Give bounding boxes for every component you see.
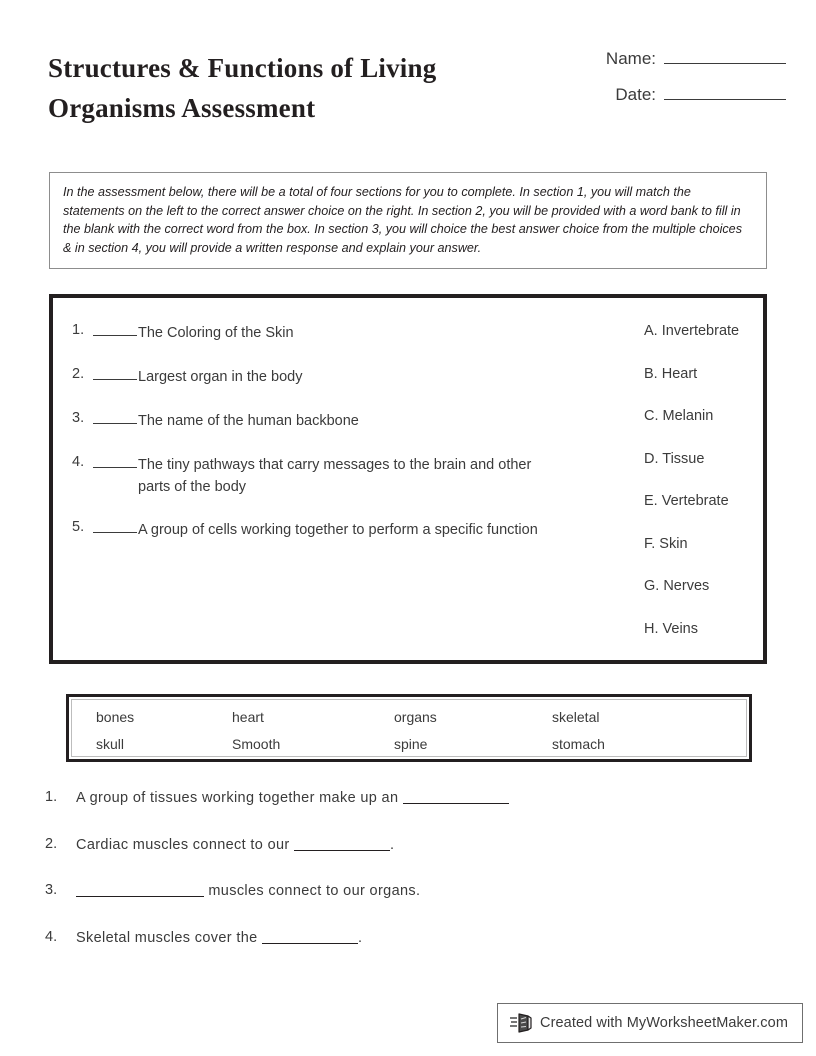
footer-badge[interactable] (497, 1003, 803, 1043)
matching-item-text: The name of the human backbone (138, 413, 359, 429)
matching-answer-blank[interactable] (93, 378, 137, 380)
matching-item-number: 3. (72, 410, 85, 426)
name-input-line[interactable] (664, 46, 786, 64)
matching-answer-blank[interactable] (93, 422, 137, 424)
word-bank (66, 694, 752, 762)
word-bank-word[interactable]: spine (394, 736, 428, 752)
matching-item (72, 454, 542, 498)
fill-in-blank-section (45, 789, 745, 975)
fill-in-blank-item (45, 789, 745, 836)
date-label: Date: (615, 85, 656, 104)
fill-in-blank-item (45, 882, 745, 929)
answer-choice-c[interactable]: C. Melanin (644, 408, 714, 424)
word-bank-row (70, 734, 748, 761)
fill-in-blank-text-after: . (389, 836, 395, 853)
fill-in-blank-number: 4. (45, 928, 58, 945)
word-bank-word[interactable]: skeletal (552, 709, 600, 725)
word-bank-word[interactable]: bones (96, 709, 135, 725)
page-title: Structures & Functions of Living Organisms Assessment (48, 53, 437, 123)
fill-in-blank-body (76, 929, 362, 946)
page-header (0, 0, 816, 150)
name-label: Name: (605, 49, 656, 68)
fill-in-blank-number: 2. (45, 835, 58, 852)
myworksheetmaker-logo-icon (510, 1012, 534, 1034)
matching-answer-blank[interactable] (93, 531, 137, 533)
fill-in-blank-input[interactable] (76, 882, 204, 897)
matching-item-number: 5. (72, 519, 85, 535)
word-bank-row (70, 707, 748, 734)
answer-choice-f[interactable]: F. Skin (644, 535, 688, 552)
matching-item-number: 1. (72, 322, 85, 338)
fill-in-blank-item (45, 836, 745, 883)
fill-in-blank-body (76, 789, 509, 806)
footer-badge-text: Created with MyWorksheetMaker.com (540, 1015, 789, 1031)
answer-choice-h[interactable]: H. Veins (644, 620, 698, 637)
matching-statements-list (72, 322, 542, 563)
matching-item-text: The tiny pathways that carry messages to the brain and other parts of the body (138, 457, 532, 495)
word-bank-word[interactable]: organs (394, 709, 437, 725)
date-input-line[interactable] (664, 82, 786, 100)
matching-item (72, 410, 542, 433)
fill-in-blank-body (76, 836, 394, 853)
matching-answer-blank[interactable] (93, 334, 137, 336)
word-bank-word[interactable]: skull (96, 736, 125, 752)
fill-in-blank-text-before: Cardiac muscles connect to our (76, 836, 294, 853)
instructions-text: In the assessment below, there will be a total of four sections for you to complete. In section 1, you will match the statements on the left to the correct answer choice on the right. In section 2, you will be provided with a word bank to fill in the blank with the correct word from the box. In section 3, you will choice the best answer choice from the multiple choices & in section 4, you will provide a written response and explain your answer. (63, 185, 742, 255)
fill-in-blank-text-before: Skeletal muscles cover the (76, 929, 262, 946)
name-row (566, 46, 786, 82)
fill-in-blank-number: 1. (45, 789, 58, 805)
answer-choice-b[interactable]: B. Heart (644, 365, 698, 382)
matching-item-number: 2. (72, 366, 85, 382)
name-date-block (566, 46, 786, 118)
matching-answer-choices (644, 322, 764, 662)
matching-item (72, 519, 542, 542)
matching-item (72, 366, 542, 389)
fill-in-blank-input[interactable] (403, 789, 509, 804)
word-bank-word[interactable]: stomach (552, 736, 605, 752)
matching-item-number: 4. (72, 454, 85, 470)
fill-in-blank-body (76, 882, 420, 899)
answer-choice-e[interactable]: E. Vertebrate (644, 493, 729, 509)
word-bank-word[interactable]: Smooth (232, 736, 281, 752)
matching-answer-blank[interactable] (93, 466, 137, 468)
answer-choice-a[interactable]: A. Invertebrate (644, 323, 740, 339)
fill-in-blank-input[interactable] (294, 836, 390, 851)
answer-choice-d[interactable]: D. Tissue (644, 450, 705, 467)
fill-in-blank-input[interactable] (262, 929, 358, 944)
word-bank-word[interactable]: heart (232, 709, 264, 725)
matching-item-text: Largest organ in the body (138, 369, 303, 385)
instructions-box (49, 172, 767, 269)
matching-item (72, 322, 542, 345)
fill-in-blank-number: 3. (45, 882, 58, 898)
fill-in-blank-text-before: A group of tissues working together make up an (76, 790, 403, 806)
date-row (566, 82, 786, 118)
fill-in-blank-text-after: muscles connect to our organs. (204, 883, 421, 899)
matching-item-text: The Coloring of the Skin (138, 325, 294, 341)
answer-choice-g[interactable]: G. Nerves (644, 578, 710, 594)
matching-item-text: A group of cells working together to perform a specific function (138, 522, 538, 538)
matching-section (49, 294, 767, 664)
fill-in-blank-item (45, 929, 745, 976)
fill-in-blank-text-after: . (357, 929, 363, 946)
